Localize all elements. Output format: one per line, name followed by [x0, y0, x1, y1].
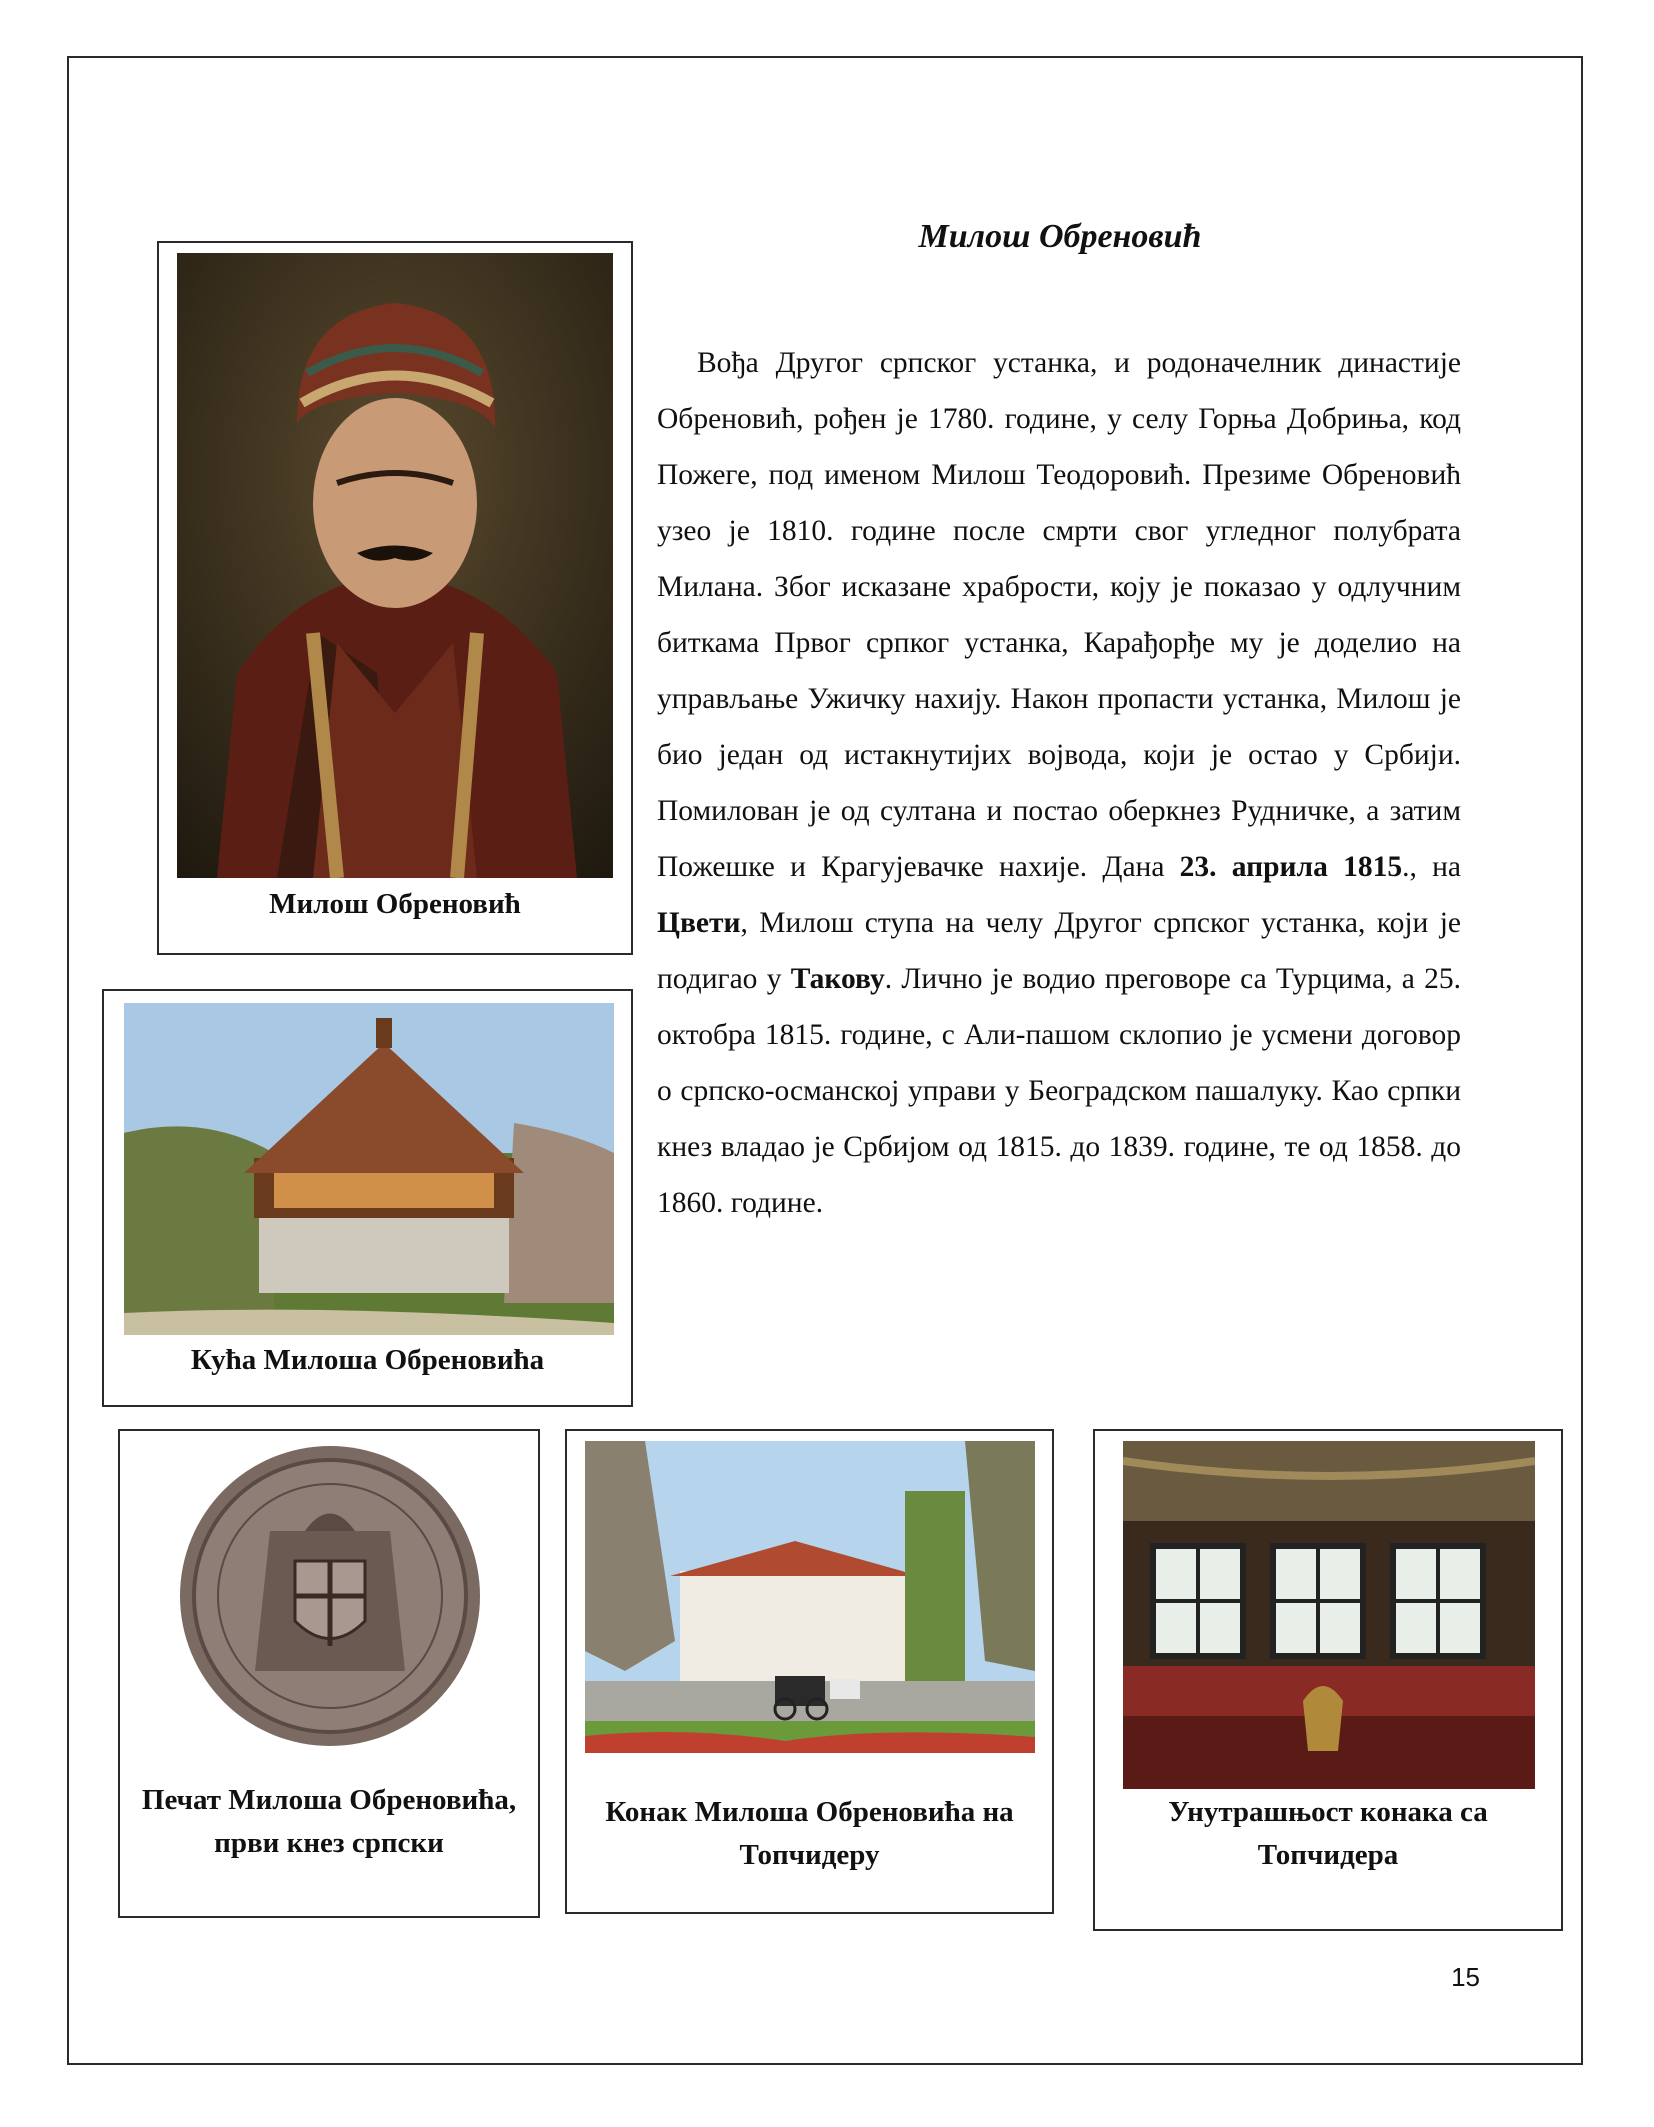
body-text-2: ., на: [1402, 851, 1461, 883]
seal-figure: [118, 1429, 540, 1918]
seal-caption: Печат Милоша Обреновића, први кнез српски: [141, 1784, 517, 1859]
body-text-3: , Милош ступа на челу Другог српског устанка, који је подигао у: [657, 907, 1461, 995]
body-bold-takovo: Такову: [790, 963, 885, 995]
house-image: [124, 1003, 614, 1335]
body-text-1: Вођа Другог српског устанка, и родоначелник династије Обреновић, рођен је 1780. године, у селу Горња Добриња, код Пожеге, под именом Милош Теодоровић. Презиме Обреновић узео је 1810. године после смрти свог угледног полубрата Милана. Због исказане храбрости, коју је показао у одлучним биткама Првог српког устанка, Карађорђе му је доделио на управљање Ужичку нахију. Након пропасти устанка, Милош је био један од истакнутијих војвода, који је остао у Србији. Помилован је од султана и постао оберкнез Рудничке, а затим Пожешке и Крагујевачке нахије. Дана: [657, 347, 1461, 883]
seal-image: [175, 1441, 485, 1751]
interior-image: [1123, 1441, 1535, 1789]
article-body: [657, 335, 1461, 1231]
body-bold-cveti: Цвети: [657, 907, 741, 939]
portrait-image: [177, 253, 613, 878]
page-number: 15: [1451, 1962, 1480, 1992]
portrait-figure: [157, 241, 633, 955]
konak-image: [585, 1441, 1035, 1753]
article-title: Милош Обреновић: [918, 218, 1202, 255]
house-caption: Кућа Милоша Обреновића: [190, 1344, 545, 1376]
body-bold-date: 23. априла 1815: [1179, 851, 1403, 883]
house-figure: [102, 989, 633, 1407]
body-text-4: . Лично је водио преговоре са Турцима, а 25. октобра 1815. године, с Али-пашом склопио је усмени договор о српско-османској управи у Београдском пашалуку. Као српки кнез владао је Србијом од 1815. до 1839. године, те од 1858. до 1860. године.: [657, 963, 1461, 1219]
konak-figure: [565, 1429, 1054, 1914]
konak-caption: Конак Милоша Обреновића на Топчидеру: [605, 1796, 1014, 1871]
portrait-caption: Милош Обреновић: [269, 888, 521, 920]
interior-figure: [1093, 1429, 1563, 1931]
interior-caption: Унутрашњост конака са Топчидера: [1168, 1796, 1488, 1871]
